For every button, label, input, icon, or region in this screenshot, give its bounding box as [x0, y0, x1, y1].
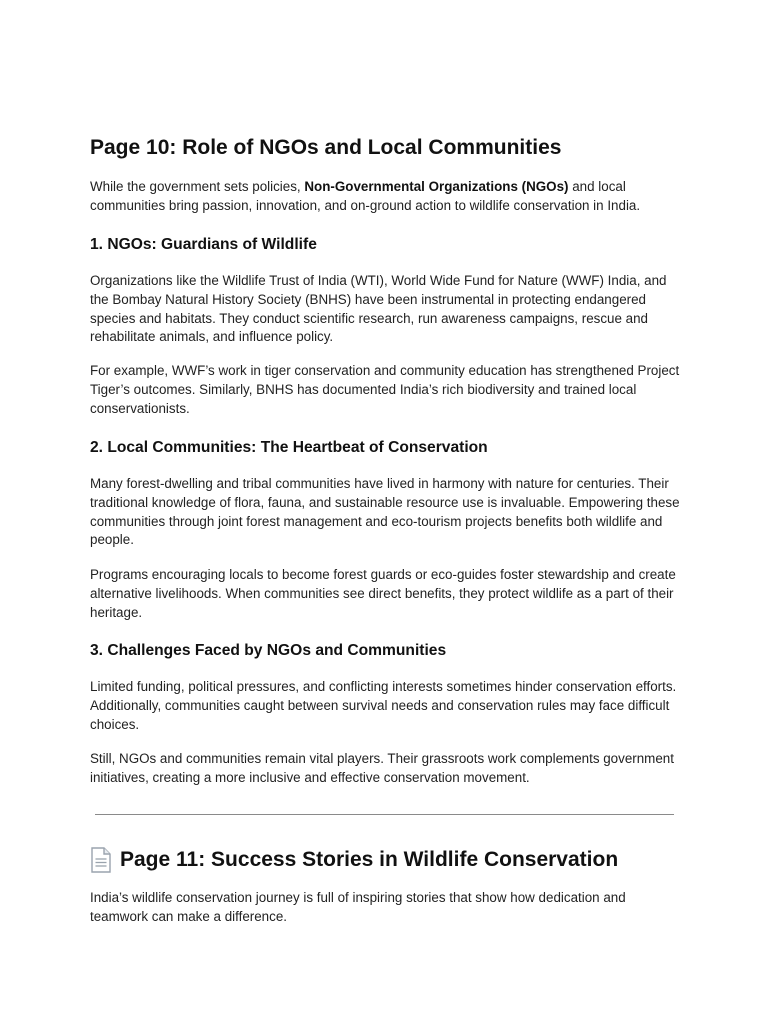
paragraph: For example, WWF’s work in tiger conservation and community education has strengthened Project Tiger’s outcomes. Similarly, BNHS has documented India’s rich biodiversity and trained local conservationists.	[90, 363, 680, 416]
paragraph: Still, NGOs and communities remain vital players. Their grassroots work complements government initiatives, creating a more inclusive and effective conservation movement.	[90, 751, 674, 785]
paragraph: Limited funding, political pressures, and conflicting interests sometimes hinder conservation efforts. Additionally, communities caught between survival needs and conservation rules may face difficult choices.	[90, 679, 677, 732]
intro-text-before: While the government sets policies,	[90, 179, 305, 194]
paragraph: Organizations like the Wildlife Trust of India (WTI), World Wide Fund for Nature (WWF) India, and the Bombay Natural History Society (BNHS) have been instrumental in protecting endangered species and habitats. They conduct scientific research, run awareness campaigns, rescue and rehabilitate animals, and influence policy.	[90, 273, 667, 345]
section-heading-communities: 2. Local Communities: The Heartbeat of Conservation	[90, 439, 488, 456]
page-title: Page 10: Role of NGOs and Local Communities	[90, 136, 562, 159]
intro-paragraph	[90, 178, 680, 216]
document-icon	[90, 847, 112, 873]
paragraph: Programs encouraging locals to become forest guards or eco-guides foster stewardship and create alternative livelihoods. When communities see direct benefits, they protect wildlife as a part of their heritage.	[90, 567, 676, 620]
intro-text-after: and local communities bring passion, innovation, and on-ground action to wildlife conservation in India.	[90, 179, 641, 213]
page-11-title	[90, 846, 618, 874]
intro-text-bold: Non-Governmental Organizations (NGOs)	[304, 179, 569, 194]
section-heading-challenges: 3. Challenges Faced by NGOs and Communities	[90, 642, 447, 659]
paragraph: Many forest-dwelling and tribal communities have lived in harmony with nature for centuries. Their traditional knowledge of flora, fauna, and sustainable resource use is invaluable. Empowering these communities through joint forest management and eco-tourism projects benefits both wildlife and people.	[90, 476, 680, 548]
page-11-title-text: Page 11: Success Stories in Wildlife Conservation	[120, 848, 619, 871]
section-heading-ngos: 1. NGOs: Guardians of Wildlife	[90, 236, 317, 253]
page-11-intro: India’s wildlife conservation journey is full of inspiring stories that show how dedication and teamwork can make a difference.	[90, 890, 626, 924]
horizontal-divider	[95, 814, 674, 815]
